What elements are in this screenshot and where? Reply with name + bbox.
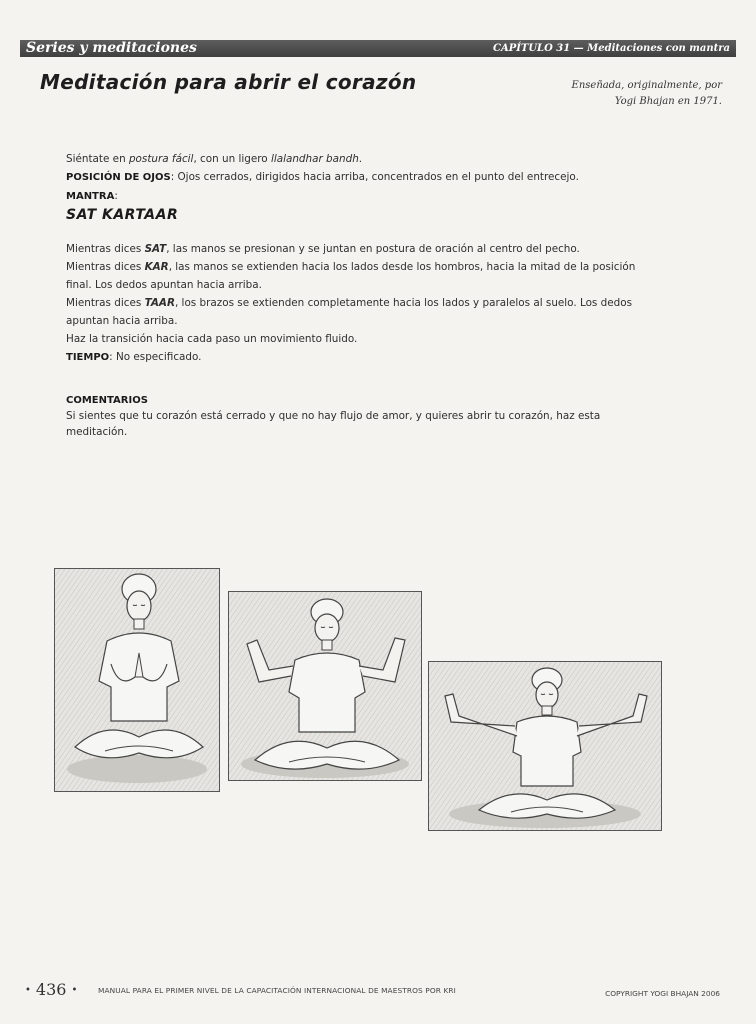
- comments-text: Si sientes que tu corazón está cerrado y que no hay flujo de amor, y quieres abrir tu corazón, haz esta meditación.: [66, 410, 601, 438]
- step-kar: [66, 258, 646, 294]
- illustration-prayer-pose: [54, 568, 220, 792]
- step-taar: [66, 294, 646, 330]
- posture-mid: , con un ligero: [193, 153, 271, 165]
- step-sat: [66, 240, 646, 258]
- step-pre: Mientras dices: [66, 297, 145, 309]
- step-post: , los brazos se extienden completamente hacia los lados y paralelos al suelo. Los dedos apuntan hacia arriba.: [66, 297, 632, 327]
- illustration-extended-arms-pose: [428, 661, 662, 831]
- step-word: TAAR: [144, 297, 175, 309]
- page-title: Meditación para abrir el corazón: [40, 70, 417, 94]
- comments-label: COMENTARIOS: [66, 395, 148, 406]
- time-label: TIEMPO: [66, 352, 110, 363]
- mantra-text: SAT KARTAAR: [66, 207, 179, 223]
- page-number-value: 436: [35, 980, 67, 999]
- step-word: SAT: [144, 243, 167, 255]
- time-info: [66, 348, 646, 367]
- step-post: , las manos se extienden hacia los lados desde los hombros, hacia la mitad de la posición final. Los dedos apuntan hacia arriba.: [66, 261, 636, 291]
- attribution: [522, 78, 722, 110]
- bullet-left: •: [25, 985, 31, 996]
- extended-arms-figure-icon: [429, 662, 661, 830]
- prayer-pose-figure-icon: [55, 569, 219, 791]
- attribution-line-2: Yogi Bhajan en 1971.: [614, 96, 722, 107]
- eye-position-label: POSICIÓN DE OJOS: [66, 172, 171, 183]
- section-title: Series y meditaciones: [26, 40, 197, 56]
- mantra-colon: :: [114, 190, 118, 202]
- attribution-line-1: Enseñada, originalmente, por: [571, 80, 722, 91]
- comments-section: [66, 394, 646, 440]
- step-pre: Mientras dices: [66, 261, 145, 273]
- instructions-body: [66, 150, 646, 440]
- step-post: , las manos se presionan y se juntan en postura de oración al centro del pecho.: [166, 243, 580, 255]
- mantra-heading: [66, 187, 646, 206]
- posture-pre: Siéntate en: [66, 153, 129, 165]
- transition-note: Haz la transición hacia cada paso un movimiento fluido.: [66, 333, 358, 345]
- time-text: : No especificado.: [109, 351, 202, 363]
- chapter-title: CAPÍTULO 31 — Meditaciones con mantra: [492, 43, 730, 54]
- footer-copyright: COPYRIGHT YOGI BHAJAN 2006: [605, 989, 720, 998]
- illustration-half-extended-pose: [228, 591, 422, 781]
- page-number: [20, 980, 82, 999]
- posture-end: .: [358, 153, 363, 165]
- bullet-right: •: [71, 985, 78, 996]
- posture-name: postura fácil: [128, 153, 194, 165]
- header-bar: [20, 40, 736, 57]
- lock-name: llalandhar bandh: [270, 153, 359, 165]
- step-word: KAR: [144, 261, 169, 273]
- half-extended-arms-figure-icon: [229, 592, 421, 780]
- footer-manual-title: MANUAL PARA EL PRIMER NIVEL DE LA CAPACITACIÓN INTERNACIONAL DE MAESTROS POR KRI: [98, 986, 456, 995]
- step-pre: Mientras dices: [66, 243, 145, 255]
- posture-instruction: [66, 150, 646, 168]
- eye-position-text: : Ojos cerrados, dirigidos hacia arriba, concentrados en el punto del entrecejo.: [170, 171, 579, 183]
- steps-list: [66, 240, 646, 330]
- eye-position: [66, 168, 646, 187]
- mantra-label: MANTRA: [66, 191, 115, 202]
